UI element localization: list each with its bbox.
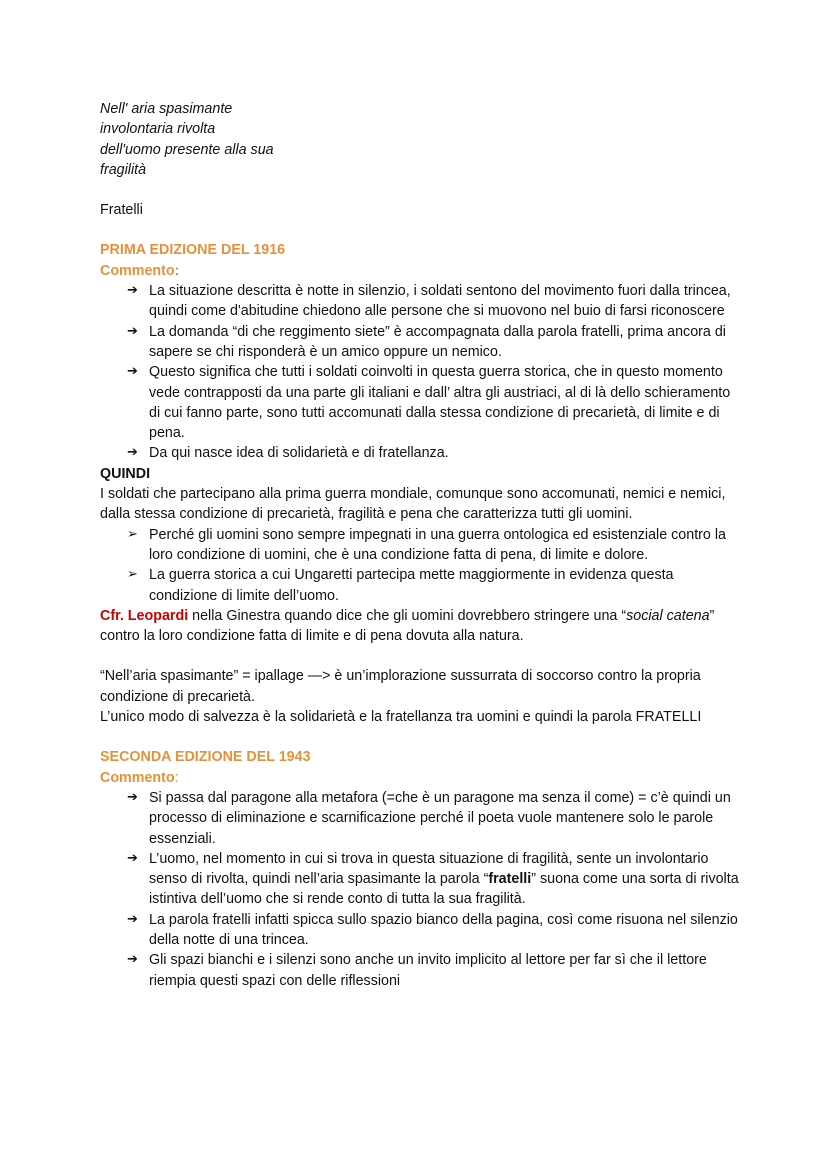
leopardi-reference: Cfr. Leopardi xyxy=(100,607,189,624)
arrow-bullet-icon: ➔ xyxy=(127,789,138,805)
poem-line: dell'uomo presente alla sua xyxy=(100,141,274,158)
list-item-text: La guerra storica a cui Ungaretti partecipa mette maggiormente in evidenza questa condizione di limite dell’uomo. xyxy=(149,567,674,604)
first-edition-comment-label: Commento: xyxy=(100,262,180,279)
salvation-paragraph: L’unico modo di salvezza è la solidarietà e la fratellanza tra uomini e quindi la parola FRATELLI xyxy=(100,709,702,726)
quindi-paragraph: I soldati che partecipano alla prima guerra mondiale, comunque sono accomunati, nemici e nemici, dalla stessa condizione di precarietà, fragilità e pena che caratterizza tutti gli uomini. xyxy=(100,486,726,523)
list-item xyxy=(100,281,740,322)
spacer xyxy=(100,727,740,747)
list-item-text: Questo significa che tutti i soldati coinvolti in questa guerra storica, che in questo momento vede contrapposti da una parte gli italiani e dall’ altra gli austriaci, al di là dello schieramento di cui fanno parte, sono tutti accomunati dalla stessa condizione di precarietà, di limite e di pena. xyxy=(149,364,731,442)
poem-title: Fratelli xyxy=(100,202,143,219)
list-item xyxy=(100,322,740,363)
list-item xyxy=(100,362,740,443)
quindi-bullet-list xyxy=(100,525,740,606)
arrowhead-bullet-icon: ➢ xyxy=(127,567,138,583)
poem-excerpt xyxy=(100,99,740,180)
second-edition-heading: SECONDA EDIZIONE DEL 1943 xyxy=(100,749,311,766)
arrow-bullet-icon: ➔ xyxy=(127,323,138,339)
list-item xyxy=(100,525,740,566)
poem-line: Nell' aria spasimante xyxy=(100,101,233,117)
poem-line: involontaria rivolta xyxy=(100,121,216,138)
list-item xyxy=(100,788,740,849)
list-item xyxy=(100,849,740,910)
list-item-text: Gli spazi bianchi e i silenzi sono anche un invito implicito al lettore per far sì che il lettore riempia questi spazi con delle riflessioni xyxy=(149,952,707,989)
poem-line: fragilità xyxy=(100,161,147,178)
list-item-text: Perché gli uomini sono sempre impegnati in una guerra ontologica ed esistenziale contro la loro condizione di uomini, che è una condizione fatta di pena, di limite e dolore. xyxy=(149,526,726,563)
list-item xyxy=(100,443,740,463)
leopardi-paragraph xyxy=(100,606,740,647)
arrow-bullet-icon: ➔ xyxy=(127,911,138,927)
arrowhead-bullet-icon: ➢ xyxy=(127,526,138,542)
arrow-bullet-icon: ➔ xyxy=(127,445,138,461)
comment-label-text: Commento xyxy=(100,769,175,786)
first-edition-heading: PRIMA EDIZIONE DEL 1916 xyxy=(100,242,286,259)
list-item xyxy=(100,910,740,951)
document-page xyxy=(100,99,740,991)
list-item-text: La parola fratelli infatti spicca sullo spazio bianco della pagina, così come risuona nel silenzio della notte di una trincea. xyxy=(149,911,738,948)
leopardi-italic-quote: social catena xyxy=(626,607,710,624)
comment-label-colon: : xyxy=(174,769,179,786)
spacer xyxy=(100,646,740,666)
leopardi-text: ” contro la loro condizione fatta di limite e di pena dovuta alla natura. xyxy=(100,607,715,645)
list-item xyxy=(100,565,740,606)
arrow-bullet-icon: ➔ xyxy=(127,952,138,968)
list-item-text: Da qui nasce idea di solidarietà e di fratellanza. xyxy=(149,445,449,462)
leopardi-text: nella Ginestra quando dice che gli uomini dovrebbero stringere una “ xyxy=(188,607,627,624)
list-item xyxy=(100,950,740,991)
ipallage-paragraph: “Nell’aria spasimante” = ipallage —> è un’implorazione sussurrata di soccorso contro la propria condizione di precarietà. xyxy=(100,668,701,705)
first-edition-bullet-list xyxy=(100,281,740,464)
second-edition-bullet-list xyxy=(100,788,740,991)
second-edition-comment-label xyxy=(100,768,740,788)
spacer xyxy=(100,220,740,240)
bold-word: fratelli xyxy=(488,871,532,888)
text-run: ” suona come una sorta di rivolta istintiva dell’uomo che si rende conto di tutta la sua fragilità. xyxy=(149,871,739,908)
spacer xyxy=(100,180,740,200)
list-item-text: La domanda “di che reggimento siete” è accompagnata dalla parola fratelli, prima ancora di sapere se chi risponderà è un amico oppure un nemico. xyxy=(149,323,726,360)
arrow-bullet-icon: ➔ xyxy=(127,850,138,866)
text-run: L’uomo, nel momento in cui si trova in questa situazione di fragilità, sente un involontario senso di rivolta, quindi nell’aria spasimante la parola “ xyxy=(149,850,709,888)
quindi-label: QUINDI xyxy=(100,465,151,482)
arrow-bullet-icon: ➔ xyxy=(127,283,138,299)
list-item-text: La situazione descritta è notte in silenzio, i soldati sentono del movimento fuori dalla trincea, quindi come d'abitudine chiedono alle persone che si muovono nel buio di farsi riconoscere xyxy=(149,283,731,320)
arrow-bullet-icon: ➔ xyxy=(127,364,138,380)
list-item-text: Si passa dal paragone alla metafora (=che è un paragone ma senza il come) = c’è quindi un processo di eliminazione e scarnificazione perché il poeta vuole mantenere solo le parole essenziali. xyxy=(149,789,731,847)
list-item-text xyxy=(149,851,739,908)
